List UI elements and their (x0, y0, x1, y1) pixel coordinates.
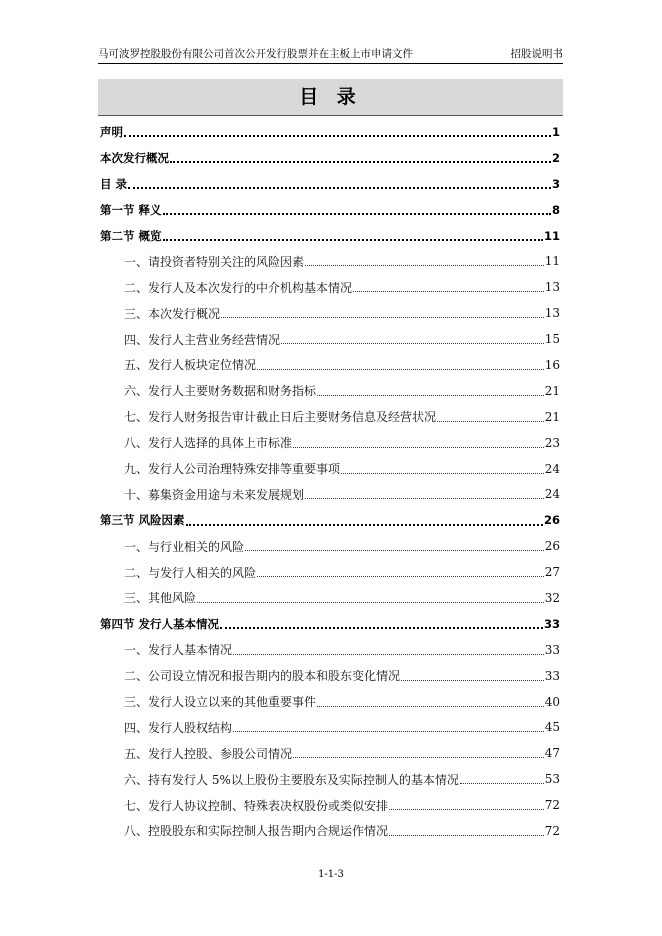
toc-entry-page: 13 (544, 306, 560, 321)
toc-dot-leader (221, 308, 544, 318)
toc-entry-label: 六、发行人主要财务数据和财务指标 (124, 384, 317, 399)
toc-dot-leader (389, 800, 544, 810)
toc-section-entry[interactable] (100, 663, 560, 689)
toc-entry-label: 二、发行人及本次发行的中介机构基本情况 (124, 280, 353, 295)
toc-dot-leader (128, 178, 551, 189)
toc-section-entry[interactable] (100, 818, 560, 844)
table-of-contents (100, 119, 560, 844)
toc-entry-page: 40 (544, 694, 560, 709)
toc-entry-label: 十、募集资金用途与未来发展规划 (124, 487, 305, 502)
toc-entry-page: 47 (544, 746, 560, 761)
toc-section-entry[interactable] (100, 740, 560, 766)
toc-section-entry[interactable] (100, 559, 560, 585)
toc-entry-label: 四、发行人股权结构 (124, 720, 233, 735)
toc-dot-leader (293, 438, 544, 448)
toc-entry-page: 13 (544, 280, 560, 295)
toc-dot-leader (293, 748, 544, 758)
toc-chapter-entry[interactable] (100, 119, 560, 145)
toc-dot-leader (233, 645, 544, 655)
toc-entry-page: 11 (544, 254, 560, 269)
toc-section-entry[interactable] (100, 300, 560, 326)
document-type: 招股说明书 (510, 48, 563, 60)
toc-entry-page: 2 (551, 150, 560, 165)
header-divider (98, 63, 563, 64)
toc-dot-leader (281, 334, 544, 344)
toc-entry-page: 1 (551, 124, 560, 139)
toc-entry-label: 五、发行人控股、参股公司情况 (124, 746, 293, 761)
toc-entry-label: 三、发行人设立以来的其他重要事件 (124, 695, 317, 710)
toc-entry-label: 八、发行人选择的具体上市标准 (124, 436, 293, 451)
toc-entry-page: 24 (544, 487, 560, 502)
toc-chapter-entry[interactable] (100, 611, 560, 637)
toc-entry-label: 本次发行概况 (100, 150, 169, 165)
toc-entry-page: 72 (544, 823, 560, 838)
page-header (98, 47, 563, 62)
toc-entry-label: 五、发行人板块定位情况 (124, 358, 257, 373)
toc-entry-page: 15 (544, 332, 560, 347)
toc-entry-label: 第四节 发行人基本情况 (100, 616, 220, 631)
toc-entry-page: 45 (544, 720, 560, 735)
toc-section-entry[interactable] (100, 637, 560, 663)
toc-section-entry[interactable] (100, 481, 560, 507)
toc-entry-label: 第三节 风险因素 (100, 513, 185, 528)
toc-dot-leader (401, 671, 544, 681)
toc-section-entry[interactable] (100, 326, 560, 352)
toc-chapter-entry[interactable] (100, 145, 560, 171)
toc-entry-page: 8 (551, 202, 560, 217)
toc-chapter-entry[interactable] (100, 507, 560, 533)
toc-dot-leader (257, 360, 544, 370)
toc-entry-label: 三、其他风险 (124, 591, 197, 606)
toc-dot-leader (124, 126, 551, 137)
toc-dot-leader (220, 618, 543, 629)
toc-chapter-entry[interactable] (100, 171, 560, 197)
toc-section-entry[interactable] (100, 714, 560, 740)
toc-section-entry[interactable] (100, 533, 560, 559)
toc-section-entry[interactable] (100, 766, 560, 792)
toc-entry-page: 21 (544, 383, 560, 398)
toc-dot-leader (163, 204, 551, 215)
toc-dot-leader (163, 230, 543, 241)
toc-section-entry[interactable] (100, 456, 560, 482)
toc-entry-label: 一、请投资者特别关注的风险因素 (124, 254, 305, 269)
toc-entry-label: 六、持有发行人 5%以上股份主要股东及实际控制人的基本情况 (124, 772, 459, 787)
toc-chapter-entry[interactable] (100, 197, 560, 223)
toc-dot-leader (353, 282, 544, 292)
toc-entry-label: 七、发行人财务报告审计截止日后主要财务信息及经营状况 (124, 410, 437, 425)
toc-section-entry[interactable] (100, 585, 560, 611)
toc-entry-label: 声明 (100, 124, 123, 139)
toc-entry-label: 第一节 释义 (100, 202, 162, 217)
toc-entry-page: 23 (544, 435, 560, 450)
toc-dot-leader (305, 489, 544, 499)
toc-entry-page: 16 (544, 357, 560, 372)
toc-entry-page: 32 (544, 590, 560, 605)
toc-section-entry[interactable] (100, 404, 560, 430)
toc-entry-label: 第二节 概览 (100, 228, 162, 243)
toc-entry-page: 53 (544, 772, 560, 787)
toc-entry-label: 一、与行业相关的风险 (124, 539, 245, 554)
toc-dot-leader (341, 464, 544, 474)
toc-dot-leader (197, 593, 544, 603)
toc-dot-leader (186, 515, 543, 526)
toc-section-entry[interactable] (100, 248, 560, 274)
toc-entry-page: 33 (544, 642, 560, 657)
toc-section-entry[interactable] (100, 352, 560, 378)
toc-entry-label: 目 录 (100, 176, 128, 191)
toc-dot-leader (245, 541, 544, 551)
toc-dot-leader (389, 826, 544, 836)
toc-entry-page: 21 (544, 409, 560, 424)
toc-dot-leader (317, 697, 544, 707)
toc-section-entry[interactable] (100, 430, 560, 456)
toc-entry-page: 27 (544, 565, 560, 580)
toc-section-entry[interactable] (100, 689, 560, 715)
toc-entry-page: 26 (544, 539, 560, 554)
toc-dot-leader (170, 152, 551, 163)
toc-title-bar (98, 79, 563, 116)
toc-entry-label: 九、发行人公司治理特殊安排等重要事项 (124, 462, 341, 477)
toc-entry-page: 26 (543, 513, 560, 528)
toc-entry-label: 二、公司设立情况和报告期内的股本和股东变化情况 (124, 669, 401, 684)
page-number: 1-1-3 (318, 869, 344, 880)
toc-section-entry[interactable] (100, 792, 560, 818)
toc-section-entry[interactable] (100, 274, 560, 300)
toc-entry-page: 11 (543, 228, 560, 243)
toc-entry-label: 三、本次发行概况 (124, 306, 221, 321)
toc-title: 目 录 (299, 86, 362, 108)
toc-entry-page: 3 (551, 176, 560, 191)
toc-dot-leader (437, 412, 544, 422)
toc-entry-page: 33 (544, 668, 560, 683)
toc-entry-page: 24 (544, 461, 560, 476)
toc-dot-leader (233, 722, 544, 732)
toc-entry-label: 二、与发行人相关的风险 (124, 565, 257, 580)
toc-dot-leader (317, 386, 544, 396)
toc-dot-leader (460, 774, 544, 784)
toc-chapter-entry[interactable] (100, 223, 560, 249)
toc-section-entry[interactable] (100, 378, 560, 404)
toc-entry-label: 八、控股股东和实际控制人报告期内合规运作情况 (124, 824, 389, 839)
document-title: 马可波罗控股股份有限公司首次公开发行股票并在主板上市申请文件 (98, 48, 413, 60)
toc-entry-label: 七、发行人协议控制、特殊表决权股份或类似安排 (124, 798, 389, 813)
toc-entry-page: 72 (544, 798, 560, 813)
toc-entry-page: 33 (543, 616, 560, 631)
toc-entry-label: 四、发行人主营业务经营情况 (124, 332, 281, 347)
toc-entry-label: 一、发行人基本情况 (124, 643, 233, 658)
toc-dot-leader (305, 256, 544, 266)
toc-dot-leader (257, 567, 544, 577)
